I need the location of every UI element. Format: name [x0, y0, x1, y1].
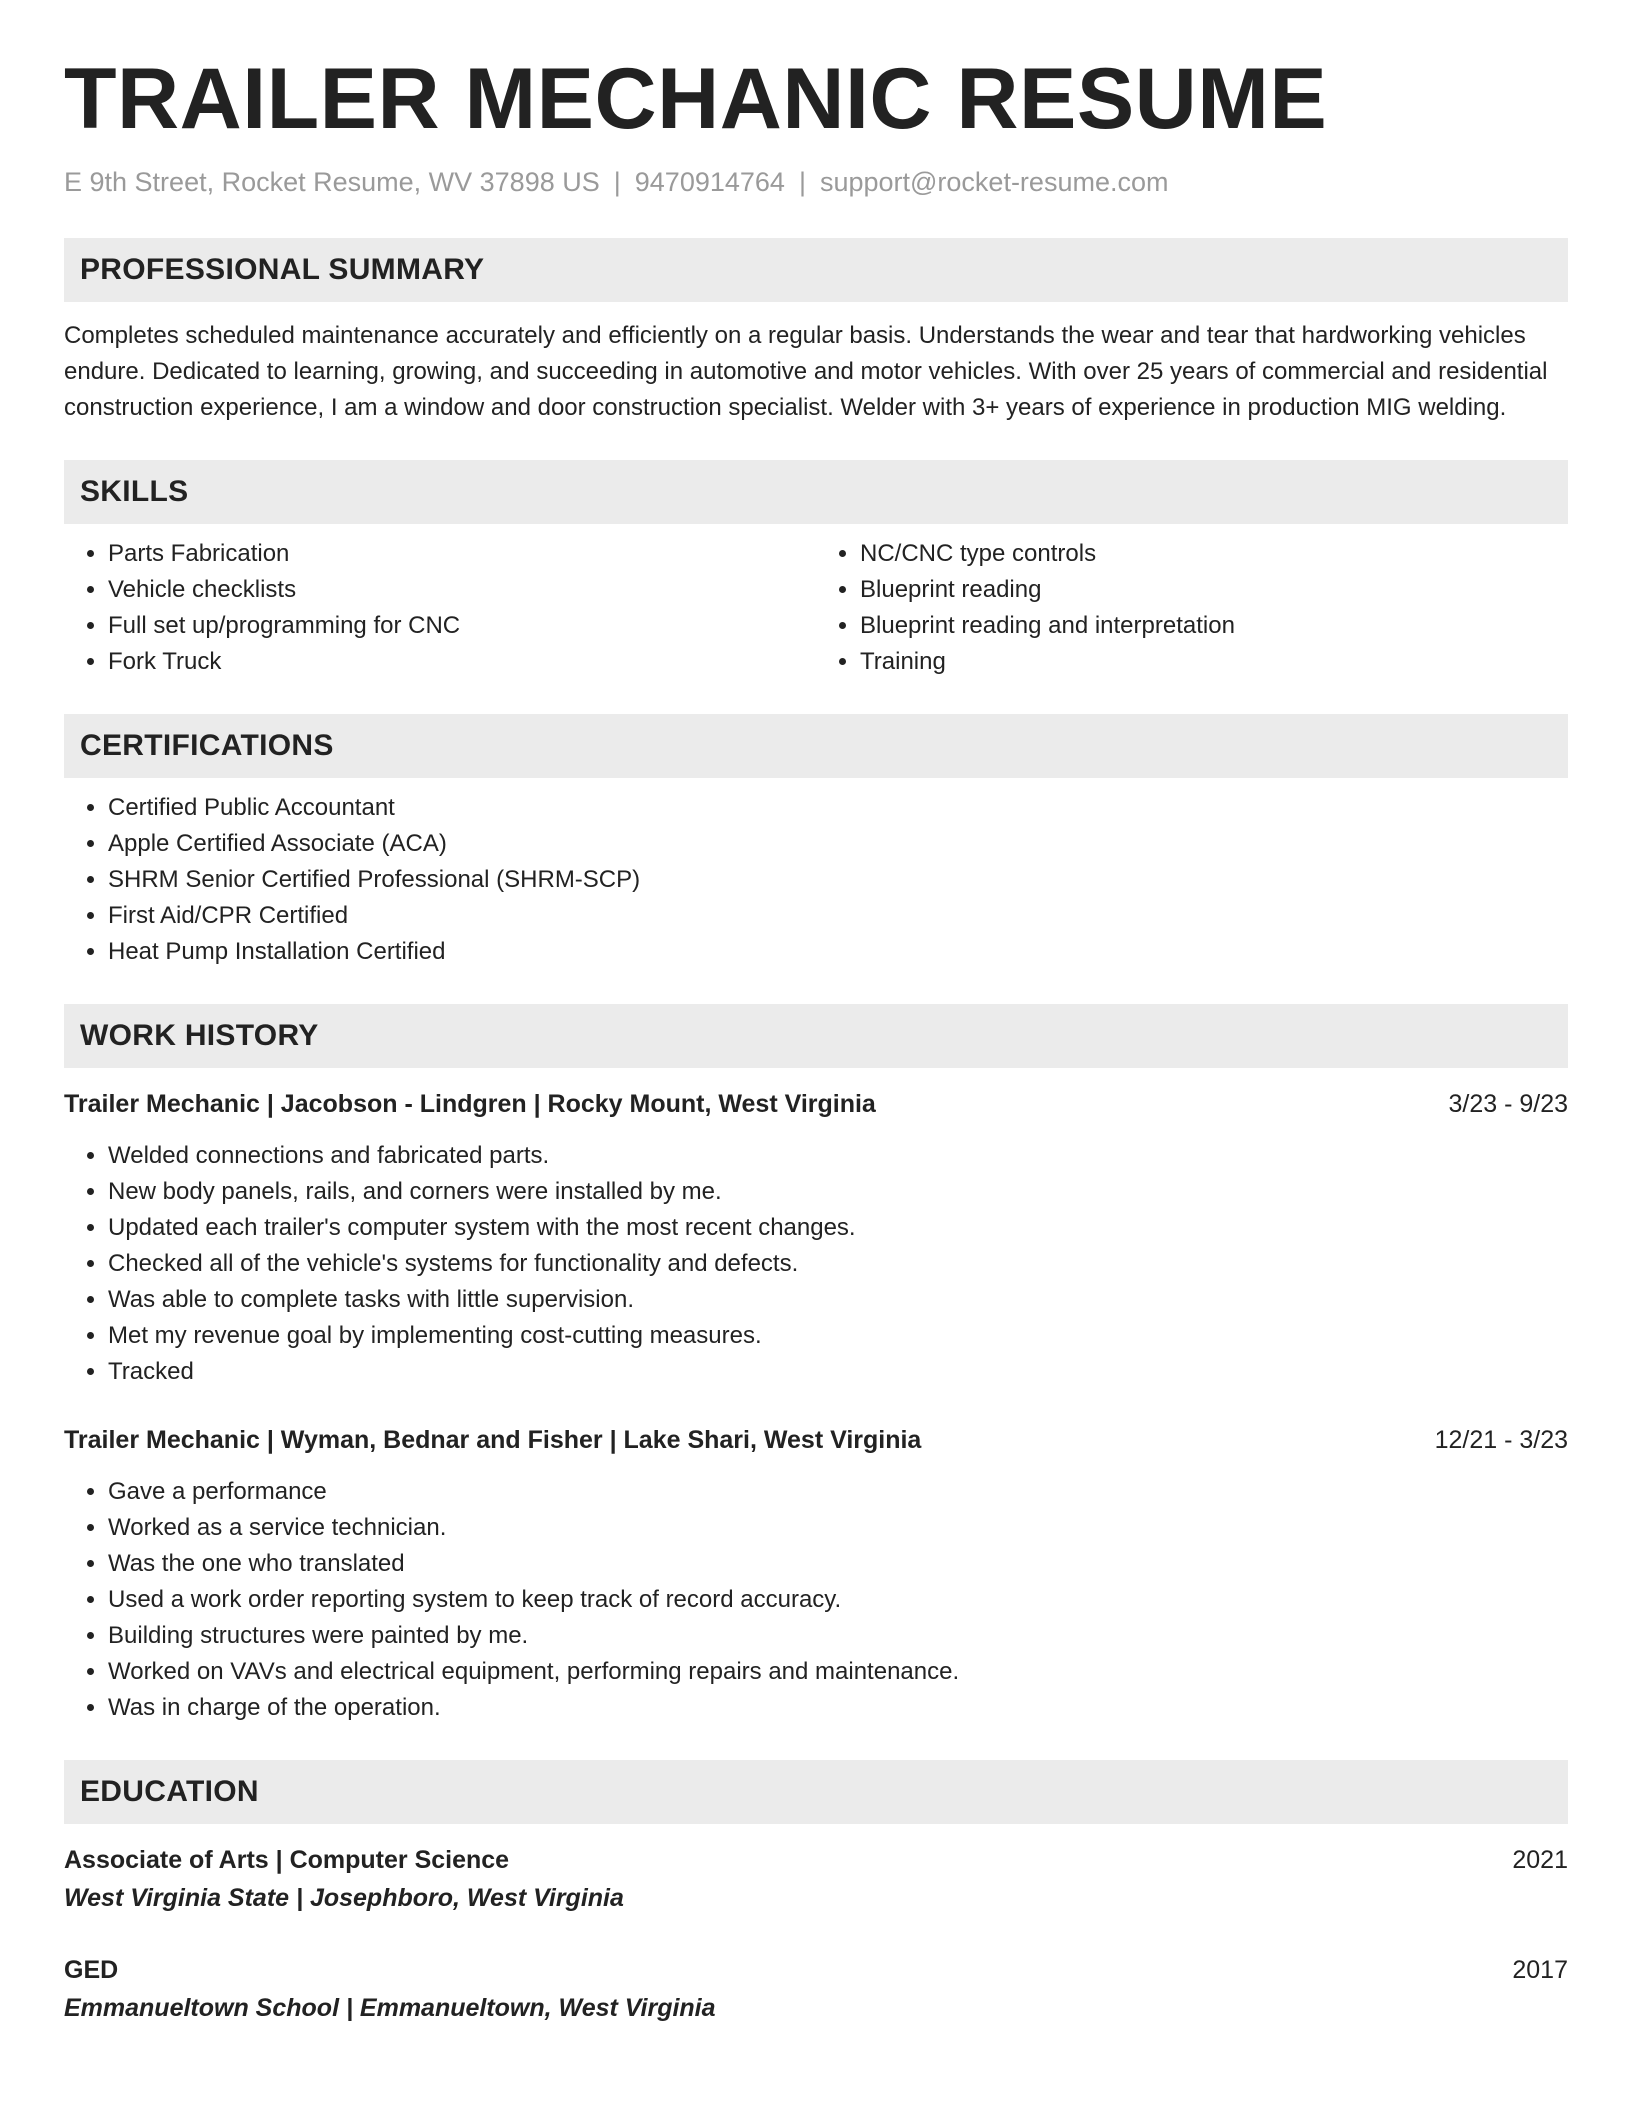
job-header [64, 1086, 1568, 1122]
job-bullet: • Used a work order reporting system to keep track of record accuracy. [108, 1582, 1568, 1618]
skill-item: • Parts Fabrication [108, 536, 816, 572]
job-bullet: • Was able to complete tasks with little supervision. [108, 1282, 1568, 1318]
job-title: Trailer Mechanic | Wyman, Bednar and Fisher | Lake Shari, West Virginia [64, 1425, 922, 1454]
section-heading-education: EDUCATION [64, 1760, 1568, 1824]
skill-item: • Vehicle checklists [108, 572, 816, 608]
education-school: West Virginia State | Josephboro, West Virginia [64, 1883, 624, 1912]
skill-item: • Blueprint reading [860, 572, 1568, 608]
job-title: Trailer Mechanic | Jacobson - Lindgren | Rocky Mount, West Virginia [64, 1089, 876, 1118]
contact-address: E 9th Street, Rocket Resume, WV 37898 US [64, 166, 600, 197]
contact-separator: | [613, 166, 621, 197]
section-heading-skills: SKILLS [64, 460, 1568, 524]
certification-item: • Heat Pump Installation Certified [108, 934, 1568, 970]
certification-item: • SHRM Senior Certified Professional (SHRM-SCP) [108, 862, 1568, 898]
job-entry [64, 1086, 1568, 1390]
contact-email[interactable]: support@rocket-resume.com [819, 166, 1169, 197]
job-bullets [64, 1138, 1568, 1390]
job-bullet: • Welded connections and fabricated parts. [108, 1138, 1568, 1174]
certification-item: • First Aid/CPR Certified [108, 898, 1568, 934]
job-bullet: • Building structures were painted by me. [108, 1618, 1568, 1654]
contact-line [64, 165, 1568, 200]
skill-item: • Blueprint reading and interpretation [860, 608, 1568, 644]
job-bullet: • Gave a performance [108, 1474, 1568, 1510]
education-degree: Associate of Arts | Computer Science [64, 1845, 510, 1874]
job-bullet: • Updated each trailer's computer system with the most recent changes. [108, 1210, 1568, 1246]
job-bullet: • Was the one who translated [108, 1546, 1568, 1582]
education-entry [64, 1842, 1568, 1916]
certifications-list [64, 790, 1568, 970]
job-bullet: • Worked as a service technician. [108, 1510, 1568, 1546]
section-heading-summary: PROFESSIONAL SUMMARY [64, 238, 1568, 302]
contact-phone[interactable]: 9470914764 [634, 166, 785, 197]
job-bullets [64, 1474, 1568, 1726]
job-dates: 12/21 - 3/23 [1434, 1425, 1568, 1454]
education-degree: GED [64, 1955, 119, 1984]
job-dates: 3/23 - 9/23 [1448, 1089, 1568, 1118]
skill-item: • NC/CNC type controls [860, 536, 1568, 572]
education-header [64, 1842, 1568, 1878]
education-header [64, 1952, 1568, 1988]
skills-grid [64, 524, 1568, 680]
section-heading-work-history: WORK HISTORY [64, 1004, 1568, 1068]
job-bullet: • Tracked [108, 1354, 1568, 1390]
job-entry [64, 1422, 1568, 1726]
job-bullet: • Checked all of the vehicle's systems for functionality and defects. [108, 1246, 1568, 1282]
skills-list-right [816, 536, 1568, 680]
section-heading-certifications: CERTIFICATIONS [64, 714, 1568, 778]
skill-item: • Full set up/programming for CNC [108, 608, 816, 644]
skill-item: • Fork Truck [108, 644, 816, 680]
resume-name-title: TRAILER MECHANIC RESUME [64, 51, 1328, 147]
job-header [64, 1422, 1568, 1458]
skill-item: • Training [860, 644, 1568, 680]
education-entry [64, 1952, 1568, 2026]
education-year: 2021 [1512, 1845, 1568, 1874]
contact-separator: | [798, 166, 806, 197]
job-bullet: • New body panels, rails, and corners were installed by me. [108, 1174, 1568, 1210]
certification-item: • Certified Public Accountant [108, 790, 1568, 826]
job-bullet: • Worked on VAVs and electrical equipment, performing repairs and maintenance. [108, 1654, 1568, 1690]
job-bullet: • Was in charge of the operation. [108, 1690, 1568, 1726]
education-year: 2017 [1512, 1955, 1568, 1984]
job-bullet: • Met my revenue goal by implementing cost-cutting measures. [108, 1318, 1568, 1354]
skills-list-left [64, 536, 816, 680]
summary-text: Completes scheduled maintenance accurately and efficiently on a regular basis. Understands the wear and tear that hardworking vehicles endure. Dedicated to learning, growing, and succeeding in automotive and motor vehicles. With over 25 years of commercial and residential construction experience, I am a window and door construction specialist. Welder with 3+ years of experience in production MIG welding. [64, 321, 1548, 421]
education-school: Emmanueltown School | Emmanueltown, West Virginia [64, 1993, 716, 2022]
certification-item: • Apple Certified Associate (ACA) [108, 826, 1568, 862]
